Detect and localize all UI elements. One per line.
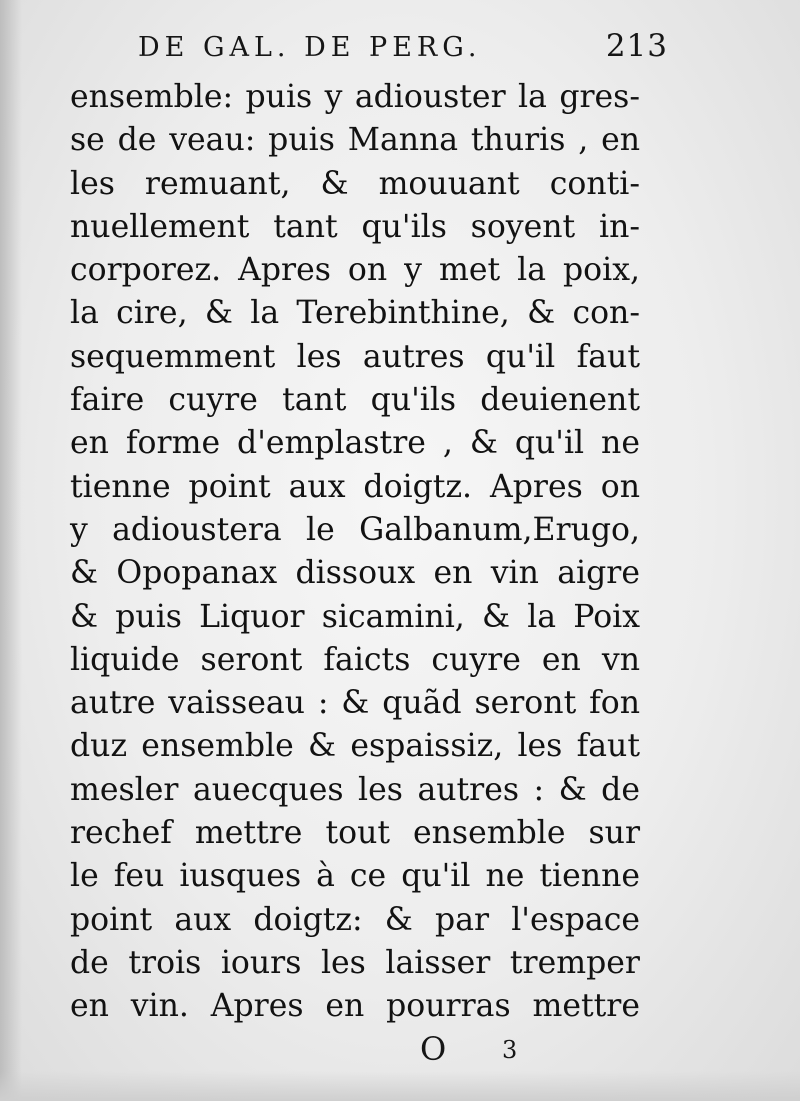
page-number: 213 [605,28,668,64]
text-line: les remuant, & mouuant conti- [70,165,640,202]
text-line: & Opopanax dissoux en vin aigre [70,555,640,592]
text-line: y adioustera le Galbanum,Erugo, [70,511,640,548]
text-line: sequemment les autres qu'il faut [70,338,640,375]
text-line: tienne point aux doigtz. Apres on [70,468,640,505]
text-line: de trois iours les laisser tremper [70,944,640,981]
text-line: la cire, & la Terebinthine, & con- [70,295,640,332]
body-text [70,76,640,1029]
text-line: nuellement tant qu'ils soyent in- [70,208,640,245]
text-line: rechef mettre tout ensemble sur [70,815,640,852]
text-line: le feu iusques à ce qu'il ne tienne [70,858,640,895]
text-line: autre vaisseau : & quãd seront fon [70,685,640,722]
text-line: se de veau: puis Manna thuris , en [70,122,640,159]
text-line: corporez. Apres on y met la poix, [70,252,640,289]
signature-mark: O [420,1030,447,1068]
text-line: liquide seront faicts cuyre en vn [70,641,640,678]
text-line: en forme d'emplastre , & qu'il ne [70,425,640,462]
page-gutter-shadow [0,0,22,1101]
signature-number: 3 [502,1036,518,1064]
page-bottom-shadow [0,1071,800,1101]
text-line: ensemble: puis y adiouster la gres- [70,79,640,115]
text-line: en vin. Apres en pourras mettre [70,988,640,1025]
page-footer [410,1030,530,1080]
text-line: duz ensemble & espaissiz, les faut [70,728,640,765]
page-header [138,28,668,74]
text-line: faire cuyre tant qu'ils deuienent [70,382,640,419]
text-line: mesler auecques les autres : & de [70,771,640,808]
text-line: & puis Liquor sicamini, & la Poix [70,598,640,635]
text-line: point aux doigtz: & par l'espace [70,901,640,938]
running-title: DE GAL. DE PERG. [138,32,482,63]
